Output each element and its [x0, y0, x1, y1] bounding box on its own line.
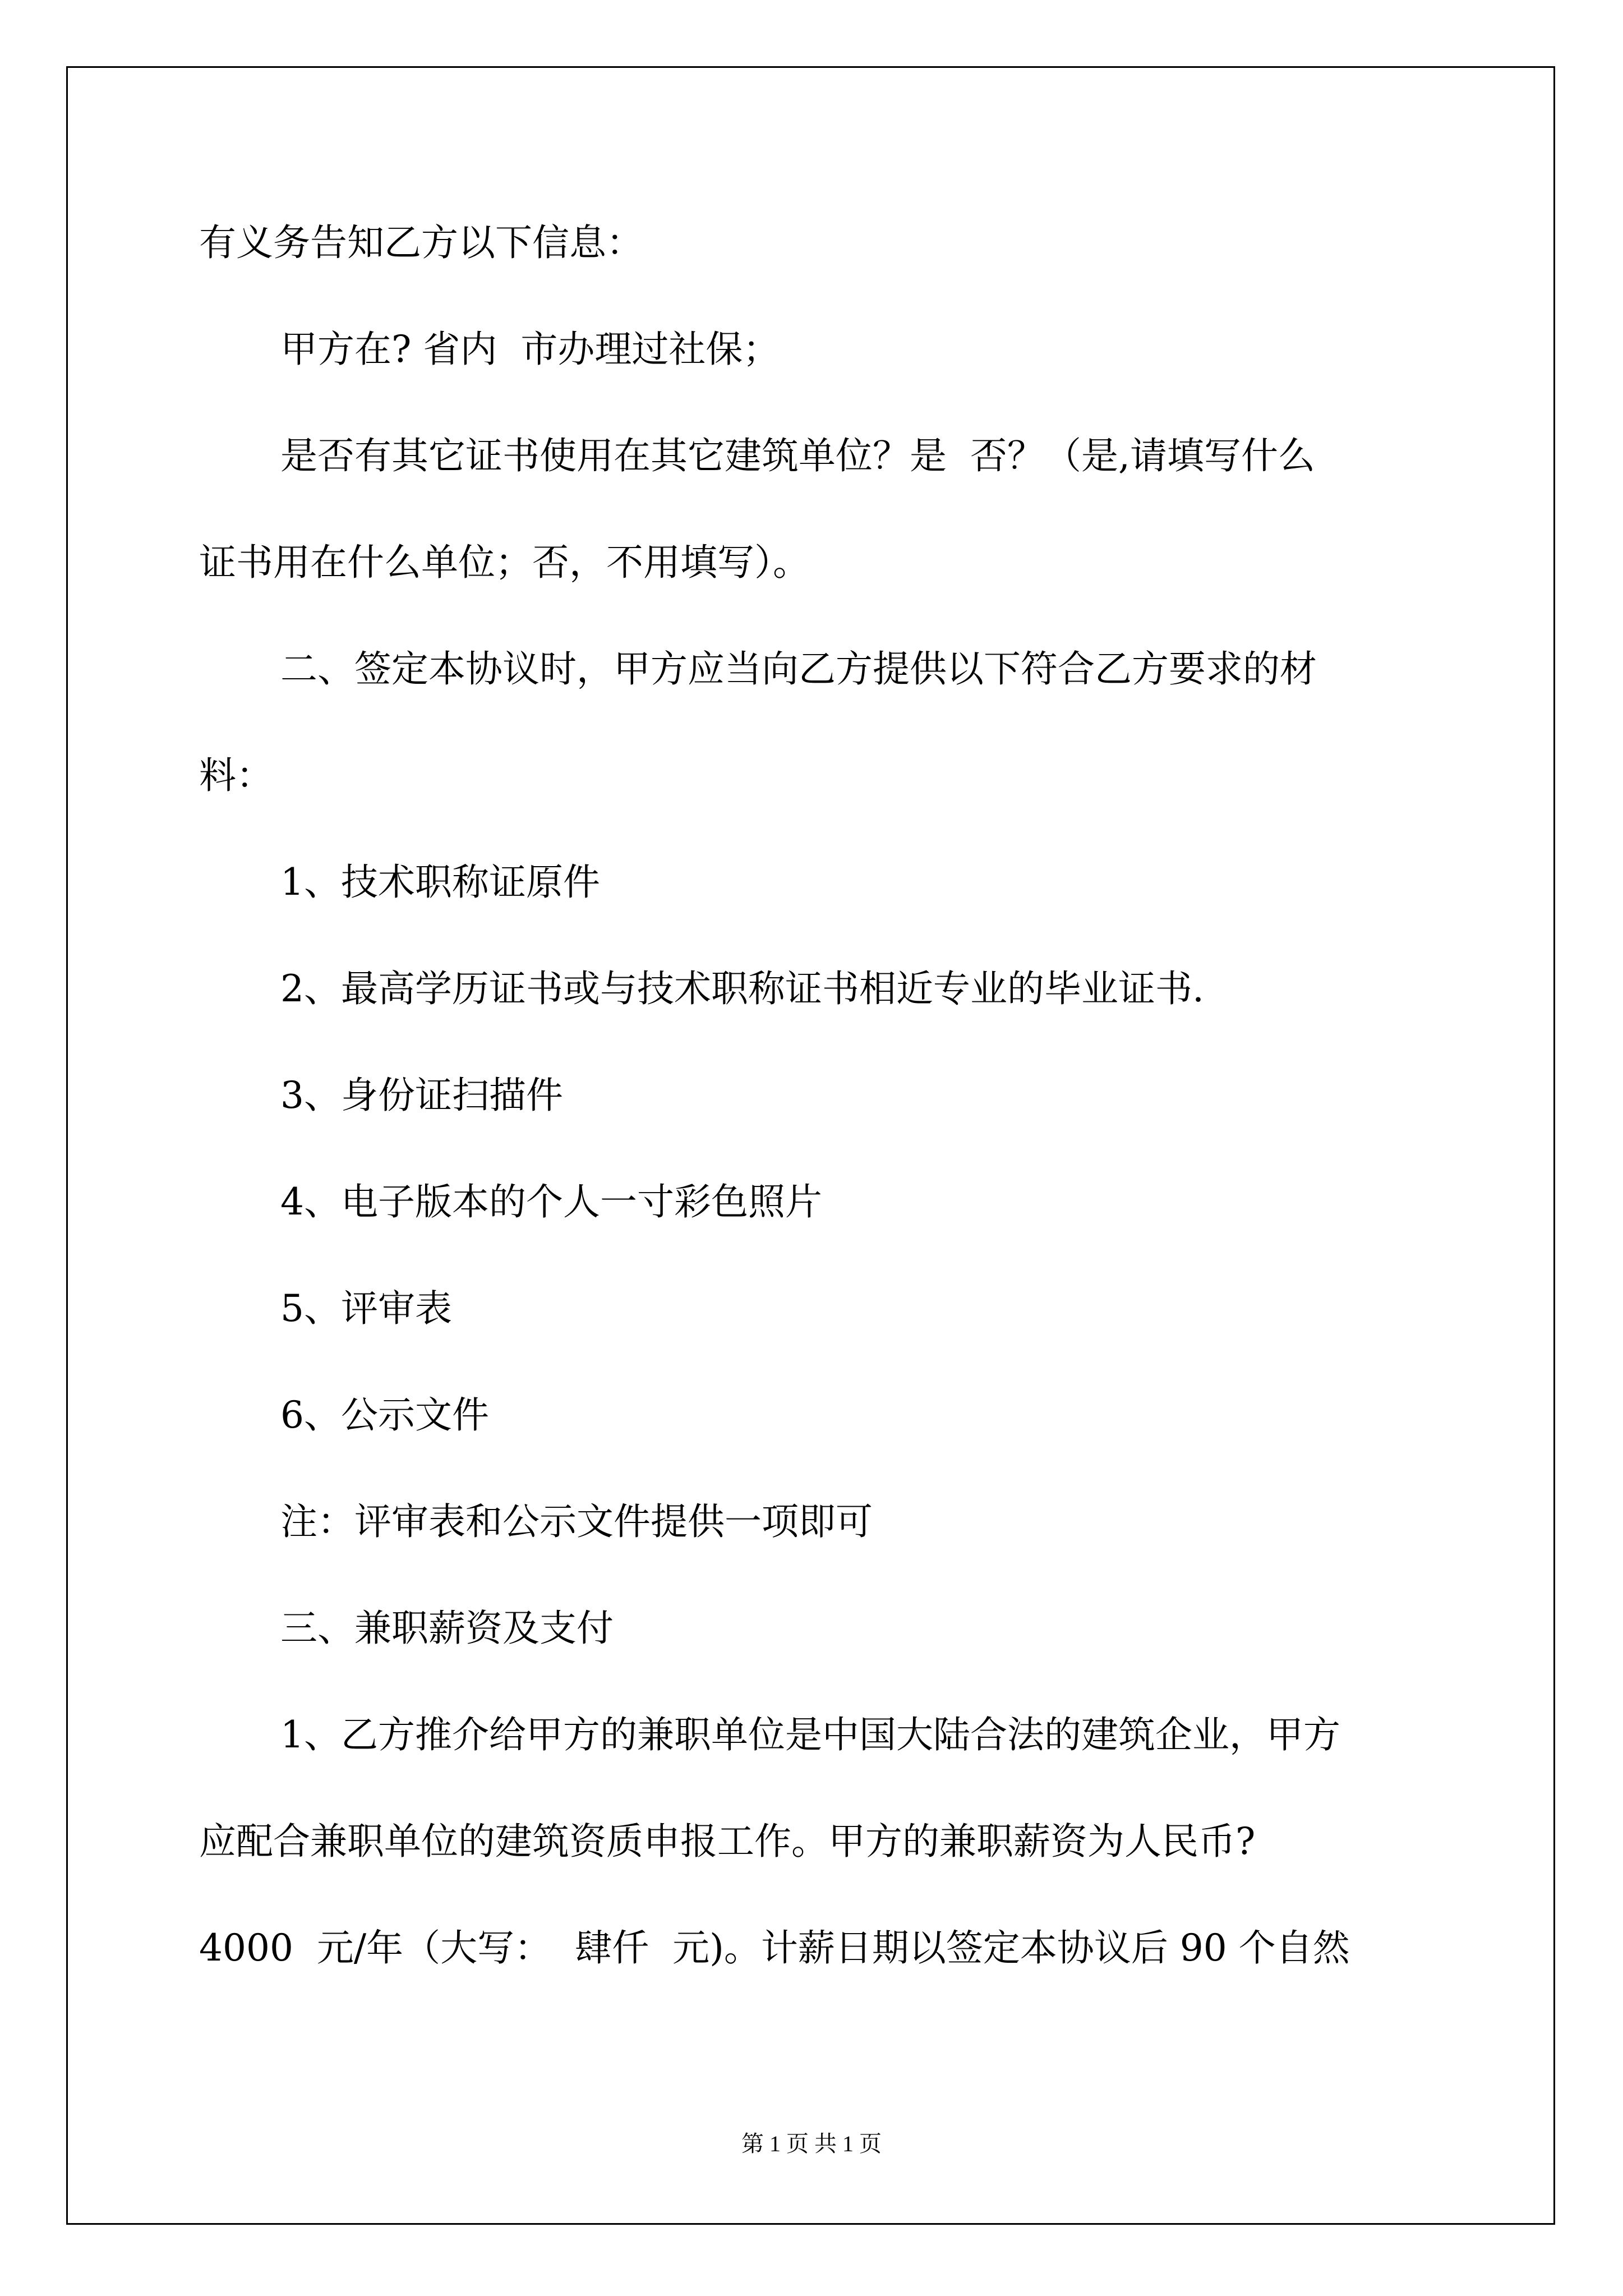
- page-footer: 第 1 页 共 1 页: [741, 2131, 882, 2156]
- text-line: 5、评审表: [280, 1287, 452, 1330]
- text-line: 料：: [199, 754, 273, 797]
- text-line: 3、身份证扫描件: [280, 1074, 563, 1117]
- text-line: 1、技术职称证原件: [280, 861, 600, 904]
- text-line: 应配合兼职单位的建筑资质申报工作。甲方的兼职薪资为人民币?: [199, 1820, 1256, 1863]
- page-frame: [66, 66, 1555, 2225]
- text-line: 是否有其它证书使用在其它建筑单位？是 否？（是,请填写什么: [280, 434, 1315, 477]
- text-line: 注：评审表和公示文件提供一项即可: [280, 1500, 873, 1543]
- text-line: 2、最高学历证书或与技术职称证书相近专业的毕业证书.: [280, 967, 1204, 1010]
- text-line: 甲方在? 省内 市办理过社保；: [280, 328, 780, 371]
- text-line: 1、乙方推介给甲方的兼职单位是中国大陆合法的建筑企业，甲方: [280, 1713, 1340, 1756]
- text-line: 6、公示文件: [280, 1393, 489, 1437]
- text-line: 二、签定本协议时，甲方应当向乙方提供以下符合乙方要求的材: [280, 647, 1317, 691]
- text-line: 4000 元/年（大写： 肆仟 元)。计薪日期以签定本协议后 90 个自然: [199, 1926, 1350, 1970]
- text-line: 4、电子版本的个人一寸彩色照片: [280, 1180, 822, 1223]
- text-line: 证书用在什么单位；否，不用填写）。: [199, 541, 810, 584]
- text-line: 三、兼职薪资及支付: [280, 1607, 614, 1650]
- text-line: 有义务告知乙方以下信息：: [199, 221, 643, 264]
